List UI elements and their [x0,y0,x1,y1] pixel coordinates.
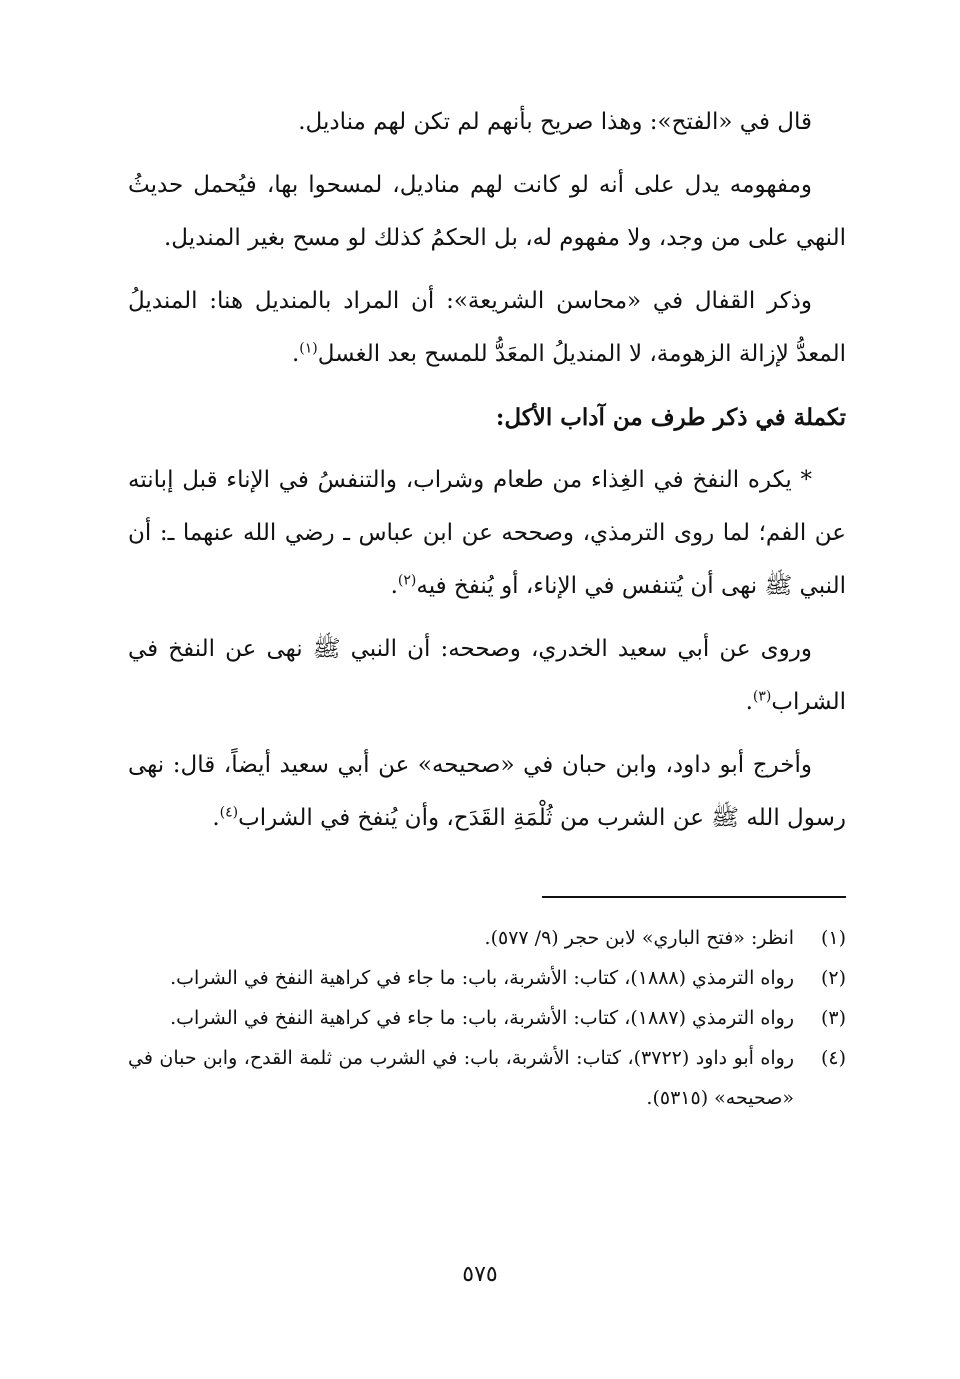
main-text [128,96,846,855]
footnote-number: (١) [820,927,846,949]
footnote-ref-3[interactable]: (٣) [752,688,772,705]
footnotes [128,918,846,1118]
footnote-text: رواه أبو داود (٣٧٢٢)، كتاب: الأشربة، باب: في الشرب من ثلمة القدح، وابن حبان في «صحيحه» (٥٣١٥). [128,1047,795,1109]
paragraph-6 [128,739,846,845]
paragraph-text: * يكره النفخ في الغِذاء من طعام وشراب، والتنفسُ في الإناء قبل إبانته عن الفم؛ لما روى الترمذي، وصححه عن ابن عباس ـ رضي الله عنهما ـ: أن النبي ﷺ نهى أن يُتنفس في الإناء، أو يُنفخ فيه [128,467,847,599]
paragraph-text: وذكر القفال في «محاسن الشريعة»: أن المراد بالمنديل هنا: المنديلُ المعدُّ لإزالة الزهومة، لا المنديلُ المعَدُّ للمسح بعد الغسل [128,288,846,367]
paragraph-text: وروى عن أبي سعيد الخدري، وصححه: أن النبي ﷺ نهى عن النفخ في الشراب [128,636,846,715]
footnote-separator [542,896,846,898]
footnote-number: (٢) [820,967,846,989]
section-heading: تكملة في ذكر طرف من آداب الأكل: [495,404,846,431]
paragraph-end: . [291,341,300,367]
paragraph-end: . [212,805,220,831]
paragraph-5 [128,623,846,729]
footnote-number: (٣) [820,1007,846,1029]
paragraph-text: قال في «الفتح»: وهذا صريح بأنهم لم تكن لهم مناديل. [298,109,812,135]
footnote-1 [128,918,846,958]
footnote-ref-2[interactable]: (٢) [397,572,417,589]
paragraph-text: ومفهومه يدل على أنه لو كانت لهم مناديل، لمسحوا بها، فيُحمل حديثُ النهي على من وجد، ولا مفهوم له، بل الحكمُ كذلك لو مسح بغير المنديل. [128,172,846,251]
footnote-text: انظر: «فتح الباري» لابن حجر (٩/ ٥٧٧). [484,927,794,949]
footnote-ref-4[interactable]: (٤) [219,804,239,821]
footnote-3 [128,998,846,1038]
footnote-2 [128,958,846,998]
paragraph-end: . [745,689,753,715]
paragraph-end: . [390,573,398,599]
page-number: ٥٧٥ [462,1262,498,1287]
footnote-text: رواه الترمذي (١٨٨٨)، كتاب: الأشربة، باب: ما جاء في كراهية النفخ في الشراب. [170,967,794,989]
paragraph-text: وأخرج أبو داود، وابن حبان في «صحيحه» عن أبي سعيد أيضاً، قال: نهى رسول الله ﷺ عن الشرب من ثُلْمَةِ القَدَح، وأن يُنفخ في الشراب [128,752,846,831]
footnote-number: (٤) [820,1047,846,1069]
paragraph-1 [128,96,846,149]
footnote-4 [128,1038,846,1118]
paragraph-2 [128,159,846,265]
paragraph-4 [128,454,846,613]
footnote-text: رواه الترمذي (١٨٨٧)، كتاب: الأشربة، باب: ما جاء في كراهية النفخ في الشراب. [170,1007,794,1029]
footnote-ref-1[interactable]: (١) [299,340,318,357]
paragraph-3 [128,275,846,381]
